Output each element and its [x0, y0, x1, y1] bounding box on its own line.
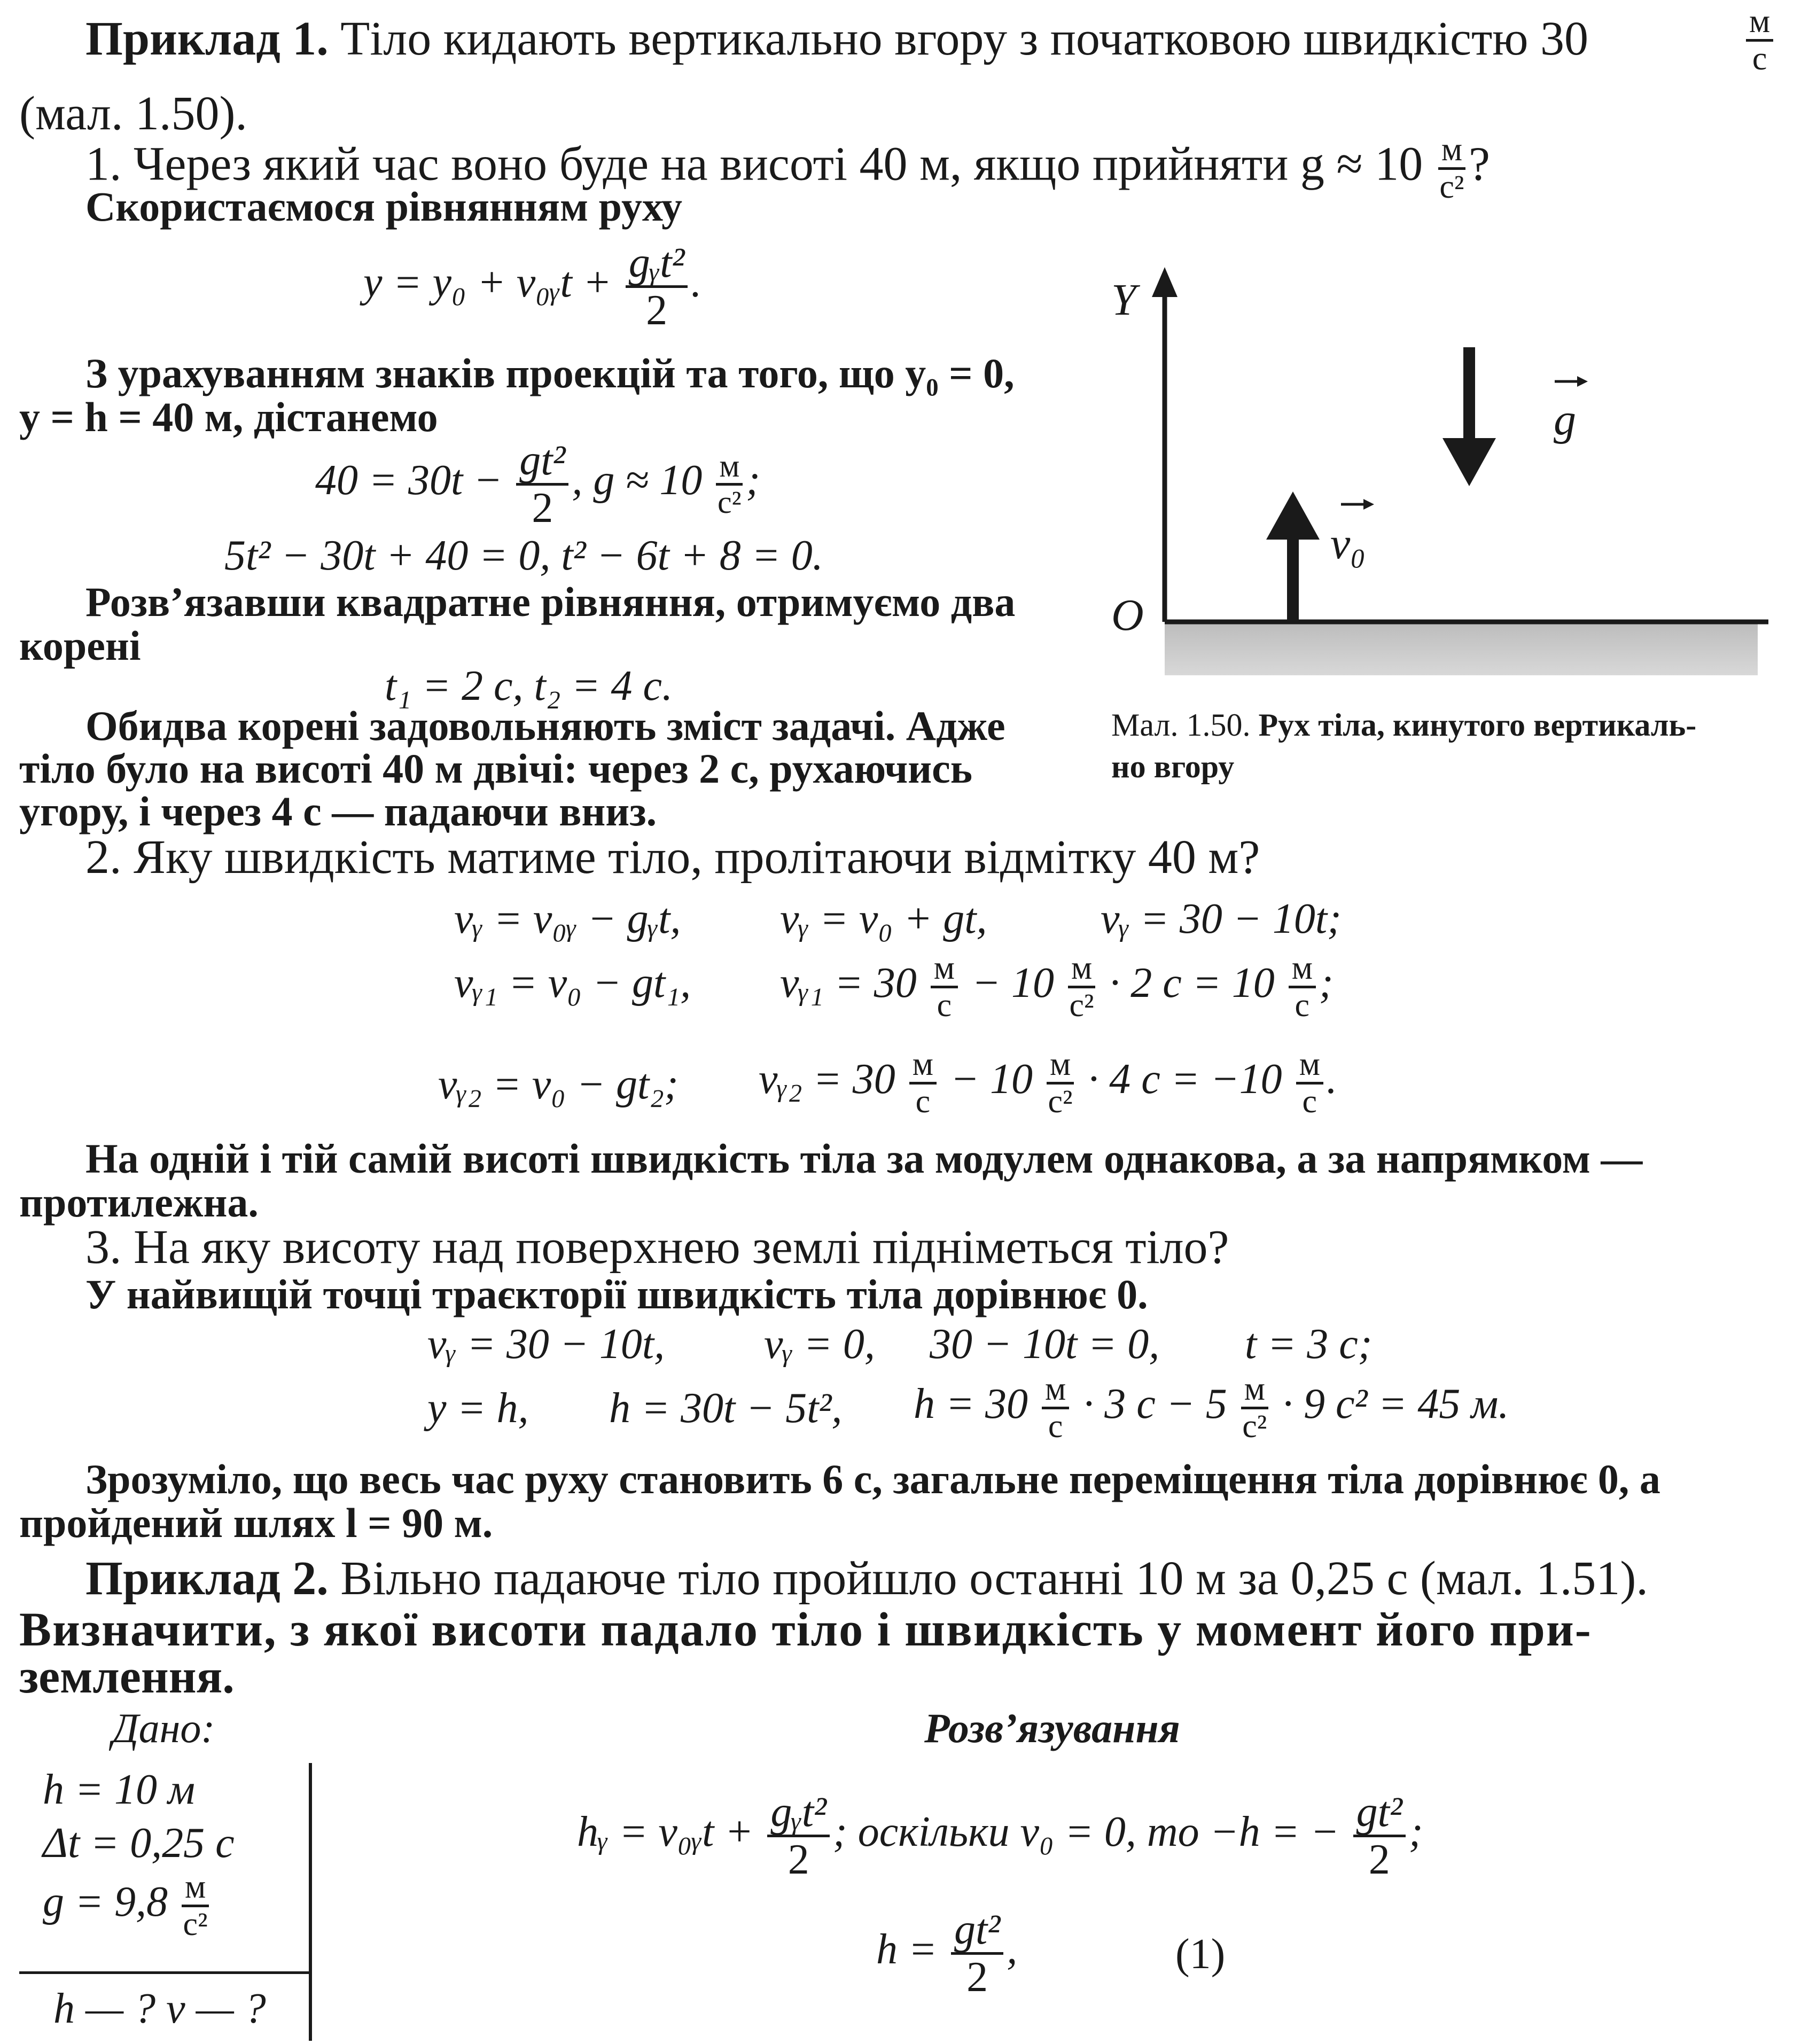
- example1-statement: Тіло кидають вертикально вгору з початковою швидкістю 30: [340, 12, 1589, 65]
- sol2-left: h =: [876, 1925, 937, 1973]
- given-g-unit-den: с²: [183, 1906, 208, 1943]
- v-row3-calc: [759, 1047, 1337, 1119]
- eq2-unit-num: м: [716, 449, 743, 486]
- v-row2-calc: [780, 951, 1334, 1023]
- roots: t₁ = 2 с, t₂ = 4 с.: [385, 662, 673, 709]
- signs-line-2: y = h = 40 м, дістанемо: [19, 394, 438, 440]
- h-row1-a: vᵧ = 30 − 10t,: [427, 1321, 665, 1368]
- ground-shading: [1165, 624, 1758, 675]
- unit-m: м: [909, 1047, 937, 1085]
- solve-line-1: Розв’язавши квадратне рівняння, отримуємо два: [85, 579, 1016, 625]
- eq2-num: gt²: [516, 438, 568, 486]
- h-row2-a: y = h,: [427, 1385, 529, 1432]
- solution-title: Розв’язування: [924, 1705, 1180, 1751]
- motion-eq-den: 2: [646, 287, 668, 334]
- v-row2-a: vᵧ₁ = v₀ − gt₁,: [454, 959, 691, 1007]
- sol1-num2: gt²: [1353, 1790, 1406, 1837]
- eq2-end: ;: [746, 456, 760, 504]
- caption-number: Мал. 1.50.: [1111, 707, 1251, 743]
- equation-2: [315, 438, 760, 530]
- sol2-num: gt²: [951, 1907, 1003, 1955]
- both-line-1: Обидва корені задовольняють зміст задачі. Адже: [85, 703, 1005, 749]
- solve-line-2: корені: [19, 622, 141, 669]
- motion-eq-left: y = y₀ + v₀ᵧt +: [363, 259, 612, 306]
- both-line-3: угору, і через 4 с — падаючи вниз.: [19, 788, 657, 834]
- v-row3-a: vᵧ₂ = v₀ − gt₂;: [438, 1061, 679, 1108]
- unit-s2: с²: [1069, 987, 1094, 1024]
- unit-m: м: [1296, 1047, 1323, 1085]
- given-g: g = 9,8: [43, 1878, 168, 1925]
- v-row3-b: vᵧ₂ = 30: [759, 1055, 895, 1103]
- v-row1-c: vᵧ = 30 − 10t;: [1101, 895, 1342, 942]
- given-horizontal-rule: [19, 1971, 311, 1974]
- speed-unit: [1743, 4, 1776, 76]
- question-1-text: 1. Через який час воно буде на висоті 40 м, якщо прийняти g ≈ 10: [85, 137, 1423, 191]
- v-row1-a: vᵧ = v₀ᵧ − gᵧt,: [454, 895, 681, 942]
- v-row2-end: ;: [1319, 959, 1334, 1007]
- example1-statement-cont: (мал. 1.50).: [19, 87, 247, 140]
- v-row3-end: .: [1326, 1055, 1337, 1103]
- q1-end: ?: [1469, 137, 1490, 191]
- figure-1-50: [1101, 267, 1790, 684]
- unit-s: с: [937, 987, 952, 1024]
- h-row1-d: t = 3 с;: [1245, 1321, 1373, 1368]
- eq2-den: 2: [532, 485, 553, 532]
- v0-label: v₀: [1330, 519, 1366, 568]
- g-label: g: [1554, 395, 1576, 444]
- unit-m: м: [1068, 951, 1095, 988]
- unit-m: м: [1042, 1372, 1069, 1409]
- given-dt: Δt = 0,25 с: [43, 1820, 235, 1867]
- unit-m: м: [1047, 1047, 1074, 1085]
- v-row3-c: − 10: [950, 1055, 1033, 1103]
- y-axis-arrowhead: [1152, 267, 1178, 297]
- both-line-2: тіло було на висоті 40 м двічі: через 2 с, рухаючись: [19, 745, 973, 792]
- unit-s2: с²: [1048, 1083, 1073, 1120]
- given-vertical-rule: [309, 1763, 312, 2041]
- given-h: h = 10 м: [43, 1766, 196, 1813]
- h-row2-c: h = 30: [914, 1380, 1028, 1427]
- example2-statement-1: Вільно падаюче тіло пройшло останні 10 м за 0,25 с (мал. 1.51).: [340, 1552, 1648, 1605]
- v-row1-b: vᵧ = v₀ + gt,: [780, 895, 987, 942]
- given-g-unit-num: м: [182, 1870, 209, 1907]
- q1-unit-den: с²: [1439, 169, 1464, 206]
- sol1-den2: 2: [1368, 1836, 1390, 1883]
- figure-caption: [1111, 704, 1696, 787]
- given-title: Дано:: [112, 1705, 215, 1751]
- example1-heading: [85, 12, 1589, 65]
- axis-o-label: O: [1111, 590, 1144, 640]
- signs-line-1: З урахуванням знаків проекцій та того, що y₀ = 0,: [85, 350, 1015, 396]
- motion-eq-end: .: [691, 259, 702, 306]
- h-row2-calc: [914, 1372, 1509, 1444]
- caption-text-1: Рух тіла, кинутого вертикаль-: [1258, 707, 1697, 743]
- use-equation-text: Скористаємося рівнянням руху: [85, 183, 682, 230]
- v0-vector-bar-head: [1363, 499, 1374, 510]
- top-point-text: У найвищій точці траєкторії швидкість тіла дорівнює 0.: [85, 1271, 1148, 1317]
- total-line-1: Зрозуміло, що весь час руху становить 6 с, загальне переміщення тіла дорівнює 0, а: [85, 1456, 1660, 1502]
- h-row2-e: · 9 с² = 45 м.: [1282, 1380, 1509, 1427]
- solution-eq-2: [876, 1907, 1017, 2000]
- sol1-den: 2: [787, 1836, 809, 1883]
- speed-unit-den: с: [1752, 41, 1767, 77]
- g-arrow-head: [1442, 438, 1496, 486]
- sol1-num: gᵧt²: [767, 1790, 830, 1837]
- example2-heading: [85, 1552, 1648, 1605]
- same-height-line-2: протилежна.: [19, 1179, 259, 1226]
- solution-eq-1: [577, 1790, 1423, 1882]
- example2-label: Приклад 2.: [85, 1552, 329, 1605]
- question-3: 3. На яку висоту над поверхнею землі підніметься тіло?: [85, 1221, 1229, 1274]
- q1-unit-num: м: [1438, 132, 1465, 170]
- unit-s: с: [915, 1083, 931, 1120]
- eq2-unit-den: с²: [718, 485, 742, 520]
- v0-arrow-head: [1266, 492, 1320, 540]
- motion-equation: [363, 240, 701, 333]
- h-row1-b: vᵧ = 0,: [764, 1321, 875, 1368]
- example2-statement-3: землення.: [19, 1650, 235, 1703]
- unit-m: м: [1289, 951, 1316, 988]
- speed-unit-num: м: [1746, 4, 1773, 42]
- example2-statement-2: Визначити, з якої висоти падало тіло і швидкість у момент його при-: [19, 1603, 1592, 1656]
- sol1-left: hᵧ = v₀ᵧt +: [577, 1808, 754, 1855]
- sol1-mid: ; оскільки v₀ = 0, то −h = −: [833, 1808, 1339, 1855]
- axis-y-label: Y: [1111, 275, 1136, 325]
- h-row2-d: · 3 с − 5: [1083, 1380, 1227, 1427]
- v-row2-b: vᵧ₁ = 30: [780, 959, 917, 1007]
- find-values: h — ? v — ?: [53, 1985, 266, 2032]
- eq2-mid: , g ≈ 10: [572, 456, 703, 504]
- g-vector-bar-head: [1577, 376, 1588, 387]
- sol2-end: ,: [1007, 1925, 1018, 1973]
- unit-s: с: [1048, 1408, 1063, 1445]
- unit-s2: с²: [1242, 1408, 1267, 1445]
- h-row2-b: h = 30t − 5t²,: [609, 1385, 843, 1432]
- v-row3-d: · 4 с = −10: [1088, 1055, 1282, 1103]
- v-row2-d: · 2 с = 10: [1109, 959, 1275, 1007]
- example1-label: Приклад 1.: [85, 12, 329, 65]
- unit-m: м: [1241, 1372, 1268, 1409]
- sol2-den: 2: [966, 1954, 988, 2001]
- question-2: 2. Яку швидкість матиме тіло, пролітаючи відмітку 40 м?: [85, 831, 1260, 884]
- v-row2-c: − 10: [971, 959, 1054, 1007]
- caption-text-2: но вгору: [1111, 749, 1235, 784]
- unit-s: с: [1295, 987, 1310, 1024]
- eq2-left: 40 = 30t −: [315, 456, 503, 504]
- unit-s: с: [1302, 1083, 1317, 1120]
- sol1-end: ;: [1408, 1808, 1423, 1855]
- equation-ref-1: (1): [1175, 1931, 1226, 1978]
- same-height-line-1: На одній і тій самій висоті швидкість тіла за модулем однакова, а за напрямком —: [85, 1135, 1643, 1182]
- h-row1-c: 30 − 10t = 0,: [930, 1321, 1160, 1368]
- motion-eq-num: gᵧt²: [626, 240, 688, 288]
- unit-m: м: [931, 951, 958, 988]
- total-line-2: пройдений шлях l = 90 м.: [19, 1500, 493, 1546]
- equation-3: 5t² − 30t + 40 = 0, t² − 6t + 8 = 0.: [224, 532, 823, 579]
- given-g-row: [43, 1870, 212, 1942]
